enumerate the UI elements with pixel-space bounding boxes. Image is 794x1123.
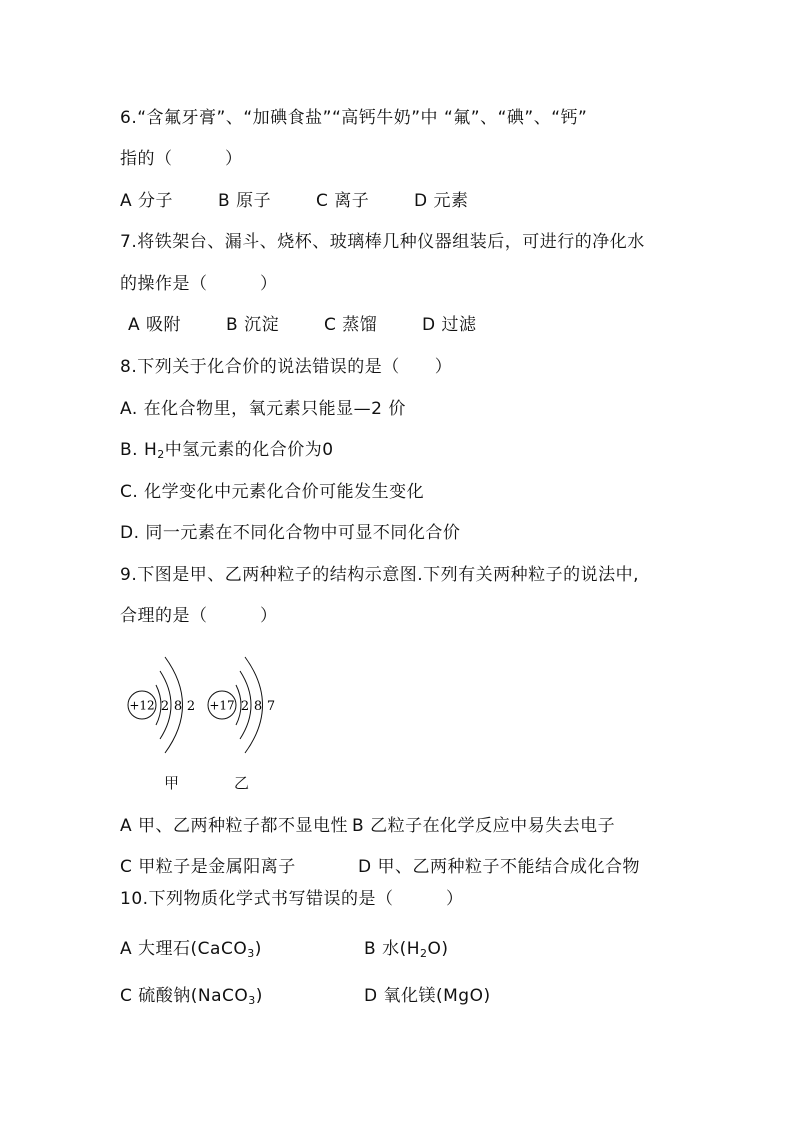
- q9-options-row2: [120, 855, 640, 879]
- jia-label: 甲: [164, 774, 180, 792]
- q8-stem: 8.下列关于化合价的说法错误的是（ ）: [120, 357, 453, 377]
- q9-option-d: D 甲、乙两种粒子不能结合成化合物: [358, 857, 640, 877]
- q6-option-d: D 元素: [414, 191, 469, 211]
- q6-options: [120, 189, 469, 213]
- q9-option-c: C 甲粒子是金属阳离子: [120, 857, 296, 877]
- q9-stem-line2: 合理的是（ ）: [120, 606, 278, 626]
- q10-option-b-subscript: 2: [419, 947, 428, 960]
- q7-option-d: D 过滤: [422, 315, 477, 335]
- q8-option-a: A. 在化合物里，氧元素只能显—2 价: [120, 399, 406, 419]
- q7-stem-line1: 7.将铁架台、漏斗、烧杯、玻璃棒几种仪器组装后，可进行的净化水: [120, 232, 645, 252]
- q10-options-row2: [120, 984, 491, 1008]
- q10-option-a: [120, 937, 364, 961]
- jia-shell-2-electrons: 8: [173, 699, 183, 714]
- q7-option-c: C 蒸馏: [324, 315, 378, 335]
- yi-shell-1-electrons: 2: [240, 699, 250, 714]
- q7-options: [128, 313, 477, 337]
- q10-option-d: D 氧化镁(MgO): [364, 986, 491, 1006]
- q10-option-b: [364, 937, 449, 961]
- q10-option-a-suffix: ): [254, 939, 262, 959]
- q7-option-a: A 吸附: [128, 315, 182, 335]
- q9-options-row1: [120, 814, 615, 838]
- jia-shell-1-electrons: 2: [160, 699, 170, 714]
- q8-option-b: [120, 438, 334, 462]
- jia-nucleus-charge: +12: [129, 698, 155, 713]
- q7-stem-line2: 的操作是（ ）: [120, 274, 278, 294]
- q7-option-b: B 沉淀: [226, 315, 280, 335]
- q10-options-row1: [120, 937, 449, 961]
- atomic-structure-diagram: [120, 650, 320, 760]
- q8-option-b-prefix: B. H: [120, 440, 158, 460]
- q10-stem: 10.下列物质化学式书写错误的是（ ）: [120, 889, 464, 909]
- q10-option-c: [120, 984, 364, 1008]
- q8-option-b-subscript: 2: [157, 448, 165, 461]
- q10-option-a-prefix: A 大理石(CaCO: [120, 939, 248, 959]
- q6-stem-line1: 6.“含氟牙膏”、“加碘食盐”“高钙牛奶”中 “氟”、“碘”、“钙”: [120, 108, 588, 128]
- yi-shell-2-electrons: 8: [253, 699, 263, 714]
- q8-option-b-suffix: 中氢元素的化合价为0: [164, 440, 334, 460]
- yi-nucleus-charge: +17: [209, 698, 235, 713]
- q9-option-b: B 乙粒子在化学反应中易失去电子: [352, 816, 616, 836]
- q9-option-a: A 甲、乙两种粒子都不显电性: [120, 816, 349, 836]
- q6-option-b: B 原子: [218, 191, 272, 211]
- q10-option-c-suffix: ): [255, 986, 263, 1006]
- q6-stem-line2: 指的（ ）: [120, 149, 243, 169]
- q8-option-d: D. 同一元素在不同化合物中可显不同化合价: [120, 523, 461, 543]
- particle-jia: [128, 657, 195, 753]
- q9-stem-line1: 9.下图是甲、乙两种粒子的结构示意图.下列有关两种粒子的说法中,: [120, 565, 640, 585]
- yi-label: 乙: [234, 774, 250, 792]
- q10-option-b-suffix: O): [427, 939, 449, 959]
- q10-option-c-subscript: 3: [248, 994, 256, 1007]
- q10-option-c-prefix: C 硫酸钠(NaCO: [120, 986, 249, 1006]
- q10-option-b-prefix: B 水(H: [364, 939, 420, 959]
- jia-shell-3-electrons: 2: [186, 699, 196, 714]
- q8-option-c: C. 化学变化中元素化合价可能发生变化: [120, 482, 425, 502]
- q6-option-a: A 分子: [120, 191, 174, 211]
- q10-option-a-subscript: 3: [247, 947, 255, 960]
- yi-shell-3-electrons: 7: [266, 699, 276, 714]
- q6-option-c: C 离子: [316, 191, 370, 211]
- particle-yi: [208, 657, 275, 753]
